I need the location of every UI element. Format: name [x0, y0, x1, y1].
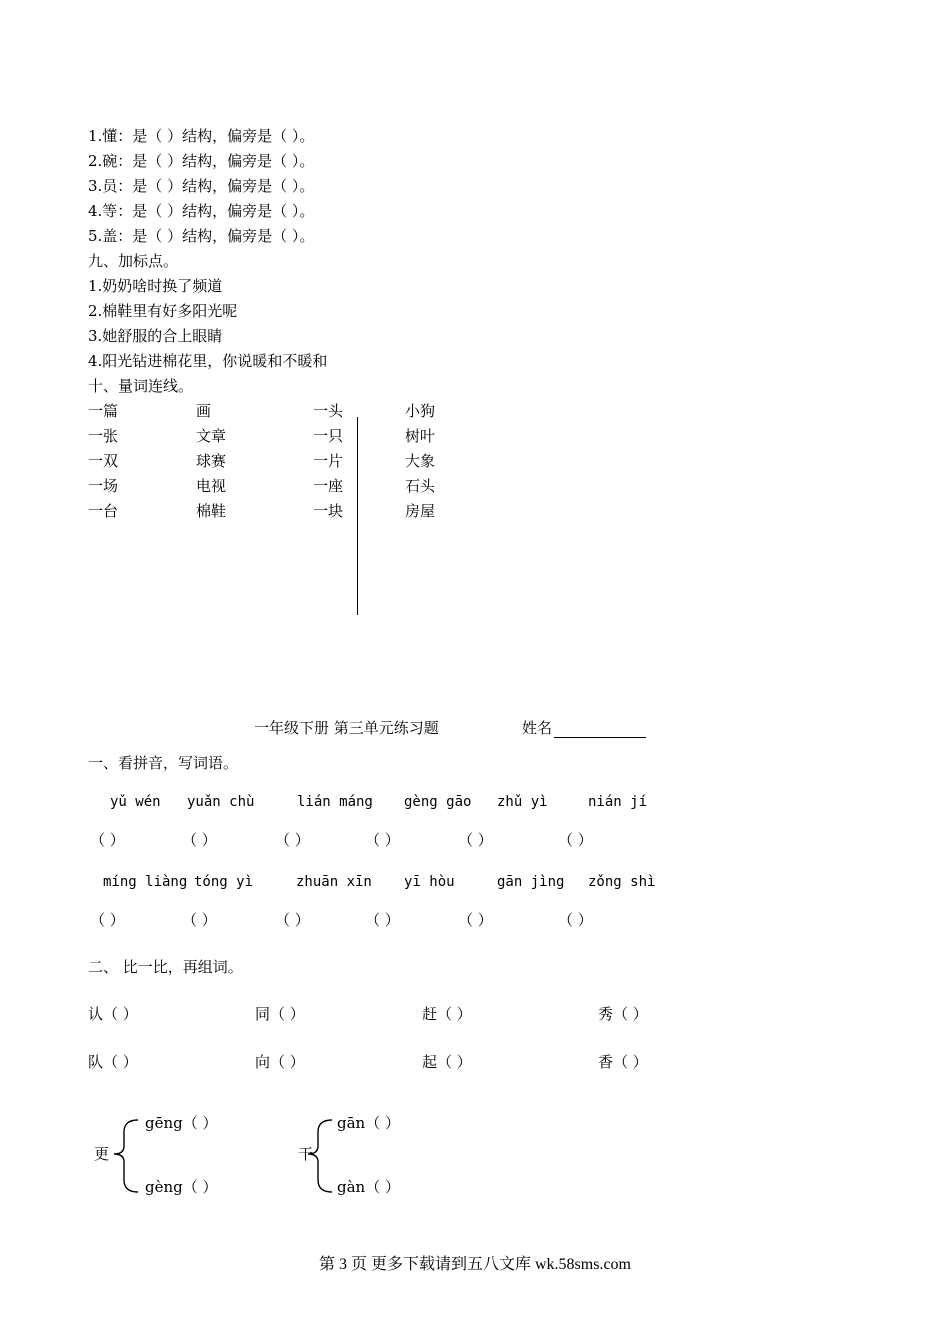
answer-blank[interactable]: （ ）: [90, 831, 125, 849]
pinyin-word: gèng gāo: [404, 794, 472, 810]
section-10-title: 十、量词连线。: [88, 377, 194, 395]
name-label: 姓名: [522, 719, 553, 737]
section-2-title: 二、 比一比，再组词。: [88, 958, 243, 976]
noun-word: 小狗: [405, 402, 436, 420]
punctuation-item-1: 1.奶奶啥时换了频道: [88, 277, 223, 295]
structure-question-3: 3.员：是（ ）结构，偏旁是（ ）。: [88, 177, 315, 195]
structure-question-4: 4.等：是（ ）结构，偏旁是（ ）。: [88, 202, 315, 220]
curly-brace-icon: [112, 1118, 142, 1194]
noun-word: 球赛: [196, 452, 227, 470]
structure-question-5: 5.盖：是（ ）结构，偏旁是（ ）。: [88, 227, 315, 245]
pinyin-word: tóng yì: [194, 874, 254, 890]
noun-word: 文章: [196, 427, 227, 445]
compare-word-blank[interactable]: 队（ ）: [88, 1053, 138, 1071]
measure-word: 一篇: [88, 402, 119, 420]
answer-blank[interactable]: （ ）: [90, 911, 125, 929]
name-field[interactable]: [522, 718, 646, 738]
compare-word-blank[interactable]: 认（ ）: [88, 1005, 138, 1023]
answer-blank[interactable]: （ ）: [558, 831, 593, 849]
measure-word: 一座: [313, 477, 344, 495]
answer-blank[interactable]: （ ）: [182, 911, 217, 929]
pinyin-word: yī hòu: [404, 874, 455, 890]
measure-word: 一只: [313, 427, 344, 445]
structure-question-2: 2.碗：是（ ）结构，偏旁是（ ）。: [88, 152, 315, 170]
measure-word: 一双: [88, 452, 119, 470]
pinyin-word: yuǎn chù: [187, 794, 255, 810]
measure-word: 一片: [313, 452, 344, 470]
structure-question-1: 1.懂：是（ ）结构，偏旁是（ ）。: [88, 127, 315, 145]
compare-word-blank[interactable]: 起（ ）: [422, 1053, 472, 1071]
polyphone-reading-blank[interactable]: gàn（ ）: [337, 1178, 400, 1196]
section-1-title: 一、看拼音，写词语。: [88, 754, 239, 772]
noun-word: 棉鞋: [196, 502, 227, 520]
answer-blank[interactable]: （ ）: [275, 831, 310, 849]
polyphone-char: 干: [298, 1145, 314, 1163]
column-divider: [357, 417, 358, 615]
noun-word: 画: [196, 402, 212, 420]
pinyin-word: míng liàng: [103, 874, 188, 890]
compare-word-blank[interactable]: 同（ ）: [255, 1005, 305, 1023]
punctuation-item-3: 3.她舒服的合上眼睛: [88, 327, 223, 345]
page-footer: 第 3 页 更多下载请到五八文库 wk.58sms.com: [318, 1256, 631, 1273]
pinyin-word: zhuān xīn: [296, 874, 372, 890]
measure-word: 一台: [88, 502, 119, 520]
measure-word: 一场: [88, 477, 119, 495]
curly-brace-icon: [306, 1118, 336, 1194]
punctuation-item-2: 2.棉鞋里有好多阳光呢: [88, 302, 238, 320]
compare-word-blank[interactable]: 香（ ）: [598, 1053, 648, 1071]
measure-word: 一张: [88, 427, 119, 445]
answer-blank[interactable]: （ ）: [458, 911, 493, 929]
noun-word: 石头: [405, 477, 436, 495]
polyphone-reading-blank[interactable]: gèng（ ）: [145, 1178, 218, 1196]
measure-word: 一块: [313, 502, 344, 520]
noun-word: 电视: [196, 477, 227, 495]
answer-blank[interactable]: （ ）: [365, 911, 400, 929]
pinyin-word: zhǔ yì: [497, 794, 548, 810]
noun-word: 房屋: [405, 502, 436, 520]
polyphone-reading-blank[interactable]: gēng（ ）: [145, 1114, 218, 1132]
punctuation-item-4: 4.阳光钻进棉花里，你说暖和不暖和: [88, 352, 328, 370]
section-9-title: 九、加标点。: [88, 252, 179, 270]
pinyin-word: zǒng shì: [588, 874, 656, 890]
answer-blank[interactable]: （ ）: [558, 911, 593, 929]
pinyin-word: gān jìng: [497, 874, 565, 890]
answer-blank[interactable]: （ ）: [365, 831, 400, 849]
name-blank-line[interactable]: [554, 721, 646, 738]
compare-word-blank[interactable]: 秀（ ）: [598, 1005, 648, 1023]
compare-word-blank[interactable]: 向（ ）: [255, 1053, 305, 1071]
answer-blank[interactable]: （ ）: [182, 831, 217, 849]
pinyin-word: lián máng: [297, 794, 373, 810]
measure-word: 一头: [313, 402, 344, 420]
pinyin-word: yǔ wén: [110, 794, 161, 810]
pinyin-word: nián jí: [588, 794, 648, 810]
compare-word-blank[interactable]: 赶（ ）: [422, 1005, 472, 1023]
polyphone-reading-blank[interactable]: gān（ ）: [337, 1114, 400, 1132]
polyphone-char: 更: [94, 1145, 110, 1163]
noun-word: 大象: [405, 452, 436, 470]
noun-word: 树叶: [405, 427, 436, 445]
answer-blank[interactable]: （ ）: [458, 831, 493, 849]
answer-blank[interactable]: （ ）: [275, 911, 310, 929]
worksheet-title: 一年级下册 第三单元练习题: [254, 719, 439, 737]
